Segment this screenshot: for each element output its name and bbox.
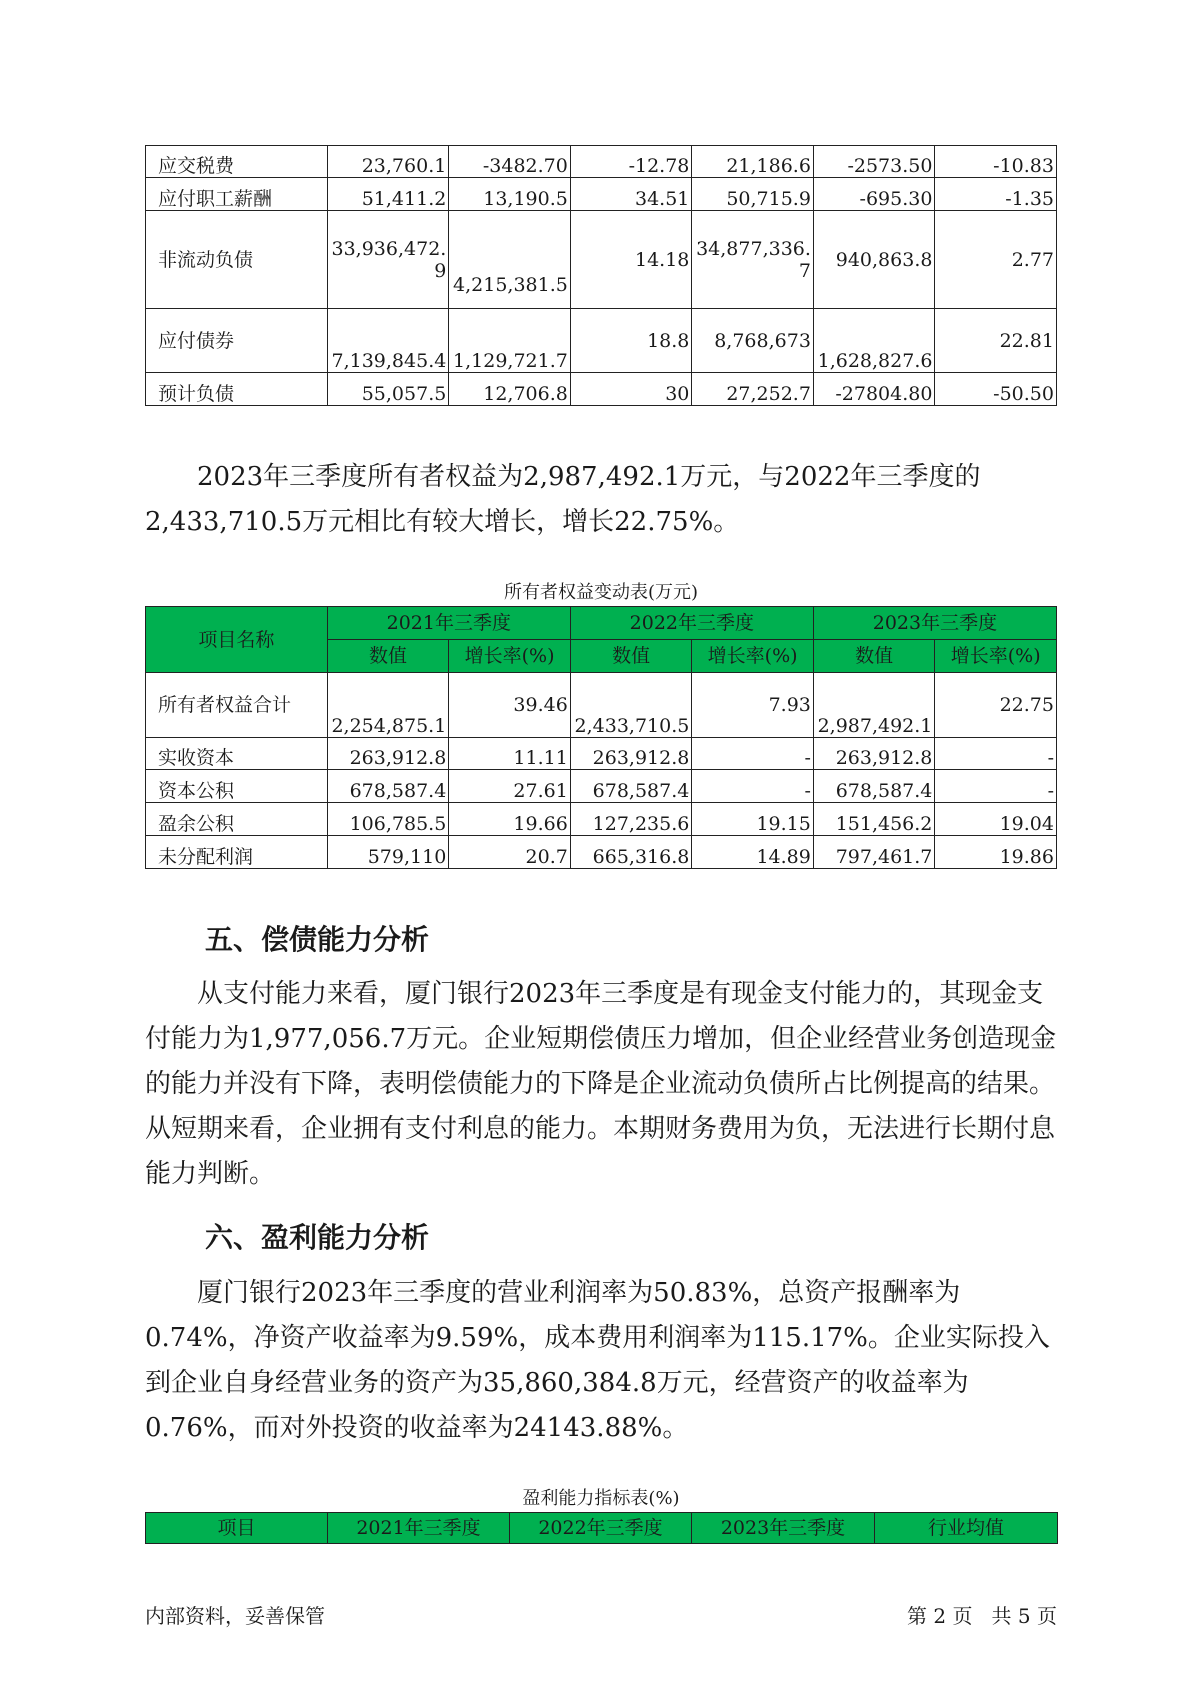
table-cell: 263,912.8 — [813, 738, 935, 770]
table-cell: 2,987,492.1 — [813, 673, 935, 738]
section-paragraph: 从支付能力来看，厦门银行2023年三季度是有现金支付能力的，其现金支付能力为1,977,056.7万元。企业短期偿债压力增加，但企业经营业务创造现金的能力并没有下降，表明偿债能力的下降是企业流动负债所占比例提高的结果。从短期来看，企业拥有支付利息的能力。本期财务费用为负，无法进行长期付息能力判断。 — [145, 979, 1057, 1189]
header-cell: 2022年三季度 — [510, 1513, 692, 1544]
table-cell: 51,411.2 — [327, 178, 449, 211]
table-cell: 18.8 — [570, 309, 692, 373]
table-row — [146, 211, 1057, 309]
table-cell: 55,057.5 — [327, 373, 449, 406]
table-cell: 13,190.5 — [449, 178, 571, 211]
table-cell: 19.04 — [935, 803, 1057, 836]
table-cell: -50.50 — [935, 373, 1057, 406]
footer-confidential: 内部资料，妥善保管 — [145, 1604, 325, 1628]
table-cell: 21,186.6 — [692, 146, 814, 178]
table-cell: 678,587.4 — [327, 770, 449, 803]
header-cell: 行业均值 — [875, 1513, 1058, 1544]
header-cell: 2023年三季度 — [692, 1513, 875, 1544]
liabilities-table — [145, 145, 1057, 406]
table-row — [146, 373, 1057, 406]
table-cell: -10.83 — [935, 146, 1057, 178]
table-cell: 22.81 — [935, 309, 1057, 373]
table-cell: 22.75 — [935, 673, 1057, 738]
table-row — [146, 803, 1057, 836]
table-cell: 678,587.4 — [570, 770, 692, 803]
table-cell: 23,760.1 — [327, 146, 449, 178]
table-cell: 797,461.7 — [813, 836, 935, 869]
table-cell: -27804.80 — [813, 373, 935, 406]
table-cell: 34,877,336.7 — [692, 211, 814, 309]
table-cell: 30 — [570, 373, 692, 406]
header-cell: 2021年三季度 — [328, 1513, 510, 1544]
row-label: 预计负债 — [146, 373, 328, 406]
table-cell: 50,715.9 — [692, 178, 814, 211]
header-rate: 增长率(%) — [449, 640, 571, 673]
row-label: 应付职工薪酬 — [146, 178, 328, 211]
table-cell: -12.78 — [570, 146, 692, 178]
table-row — [146, 673, 1057, 738]
table-cell: 151,456.2 — [813, 803, 935, 836]
equity-paragraph: 2023年三季度所有者权益为2,987,492.1万元，与2022年三季度的2,433,710.5万元相比有较大增长，增长22.75%。 — [145, 462, 981, 537]
table-cell: 263,912.8 — [327, 738, 449, 770]
table-row — [146, 178, 1057, 211]
footer-page-number: 第 2 页 共 5 页 — [907, 1604, 1057, 1628]
table-cell: 127,235.6 — [570, 803, 692, 836]
header-value: 数值 — [813, 640, 935, 673]
table-cell: - — [692, 770, 814, 803]
table-cell: 2.77 — [935, 211, 1057, 309]
header-period: 2022年三季度 — [570, 607, 813, 640]
equity-table-caption: 所有者权益变动表(万元) — [503, 582, 699, 603]
table-cell: 33,936,472.9 — [327, 211, 449, 309]
table-row — [146, 770, 1057, 803]
equity-table — [145, 606, 1057, 869]
table-row — [146, 836, 1057, 869]
table-cell: 34.51 — [570, 178, 692, 211]
table-cell: - — [935, 738, 1057, 770]
table-cell: -2573.50 — [813, 146, 935, 178]
header-rate: 增长率(%) — [692, 640, 814, 673]
table-cell: 8,768,673 — [692, 309, 814, 373]
table-cell: 19.15 — [692, 803, 814, 836]
table-cell: 19.86 — [935, 836, 1057, 869]
table-cell: -695.30 — [813, 178, 935, 211]
row-label: 应付债券 — [146, 309, 328, 373]
table-cell: 20.7 — [449, 836, 571, 869]
table-cell: 263,912.8 — [570, 738, 692, 770]
table-cell: 665,316.8 — [570, 836, 692, 869]
table-cell: 11.11 — [449, 738, 571, 770]
table-cell: 7,139,845.4 — [327, 309, 449, 373]
section-heading: 六、盈利能力分析 — [205, 1221, 430, 1254]
table-cell: 14.18 — [570, 211, 692, 309]
table-cell: 27,252.7 — [692, 373, 814, 406]
table-cell: 12,706.8 — [449, 373, 571, 406]
table-row — [146, 738, 1057, 770]
table-cell: 27.61 — [449, 770, 571, 803]
row-label: 所有者权益合计 — [146, 673, 328, 738]
row-label: 盈余公积 — [146, 803, 328, 836]
table-header-row — [146, 607, 1057, 640]
table-cell: 19.66 — [449, 803, 571, 836]
header-value: 数值 — [570, 640, 692, 673]
row-label: 资本公积 — [146, 770, 328, 803]
header-period: 2023年三季度 — [813, 607, 1056, 640]
table-header-row — [146, 1513, 1058, 1544]
header-item-name: 项目名称 — [146, 607, 328, 673]
table-cell: - — [692, 738, 814, 770]
table-cell: 2,433,710.5 — [570, 673, 692, 738]
table-cell: -1.35 — [935, 178, 1057, 211]
table-cell: - — [935, 770, 1057, 803]
profit-table — [145, 1512, 1058, 1544]
row-label: 应交税费 — [146, 146, 328, 178]
header-cell: 项目 — [146, 1513, 328, 1544]
row-label: 非流动负债 — [146, 211, 328, 309]
table-cell: 579,110 — [327, 836, 449, 869]
table-cell: 7.93 — [692, 673, 814, 738]
section-heading: 五、偿债能力分析 — [205, 923, 430, 956]
header-rate: 增长率(%) — [935, 640, 1057, 673]
section-paragraph: 厦门银行2023年三季度的营业利润率为50.83%，总资产报酬率为0.74%，净资产收益率为9.59%，成本费用利润率为115.17%。企业实际投入到企业自身经营业务的资产为35,860,384.8万元，经营资产的收益率为0.76%，而对外投资的收益率为24143.88%。 — [145, 1278, 1050, 1443]
table-cell: 2,254,875.1 — [327, 673, 449, 738]
header-value: 数值 — [327, 640, 449, 673]
table-cell: 940,863.8 — [813, 211, 935, 309]
table-cell: 1,628,827.6 — [813, 309, 935, 373]
row-label: 未分配利润 — [146, 836, 328, 869]
table-cell: 678,587.4 — [813, 770, 935, 803]
row-label: 实收资本 — [146, 738, 328, 770]
table-cell: 4,215,381.5 — [449, 211, 571, 309]
header-period: 2021年三季度 — [327, 607, 570, 640]
table-cell: 14.89 — [692, 836, 814, 869]
table-cell: 106,785.5 — [327, 803, 449, 836]
table-cell: 39.46 — [449, 673, 571, 738]
profit-table-caption: 盈利能力指标表(%) — [522, 1488, 680, 1509]
table-cell: 1,129,721.7 — [449, 309, 571, 373]
table-cell: -3482.70 — [449, 146, 571, 178]
table-row — [146, 146, 1057, 178]
table-row — [146, 309, 1057, 373]
